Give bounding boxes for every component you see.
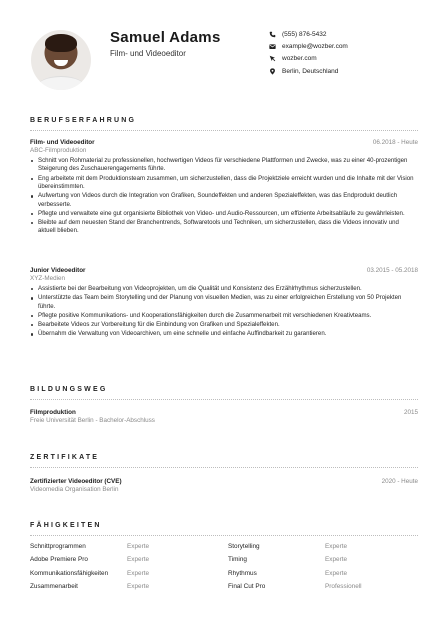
job-title: Film- und Videoeditor xyxy=(110,49,186,58)
skill-level: Experte xyxy=(325,569,348,577)
skill-name: Timing xyxy=(228,556,247,564)
skill-level: Professionell xyxy=(325,582,362,590)
list-item: Bearbeitete Videos zur Vorbereitung für die Einbindung von Grafiken und Spezialeffekten. xyxy=(30,321,418,329)
skill-name: Kommunikationsfähigkeiten xyxy=(30,569,109,577)
contact-website-text[interactable]: wozber.com xyxy=(282,55,317,63)
list-item: Bleibte auf dem neuesten Stand der Branchentrends, Softwaretools und Techniken, um sicherzustellen, dass die Videos innovativ und aktuell blieben. xyxy=(30,219,418,236)
skill-level: Experte xyxy=(325,543,348,550)
entry-date: 2020 - Heute xyxy=(381,478,418,485)
list-item: Pflegte und verwaltete eine gut organisierte Bibliothek von Video- und Audio-Ressourcen, um effiziente Arbeitsabläufe zu gewährleisten. xyxy=(30,210,418,218)
entry-title: Junior Videoeditor xyxy=(30,267,86,274)
contact-email-text[interactable]: example@wozber.com xyxy=(282,42,348,50)
skill-row xyxy=(30,543,418,556)
contact-phone-text: (555) 876-5432 xyxy=(282,30,327,38)
email-icon xyxy=(268,42,276,50)
bullet-list xyxy=(30,157,418,236)
section-divider xyxy=(30,399,418,400)
list-item: Unterstützte das Team beim Storytelling und der Planung von visuellen Medien, was zu einer erfolgreichen Erstellung von 50 Projekten führte. xyxy=(30,294,418,311)
section-divider xyxy=(30,467,418,468)
experience-section-heading xyxy=(30,117,418,124)
section-title: BILDUNGSWEG xyxy=(30,386,108,393)
list-item: Schnitt von Rohmaterial zu professionellen, hochwertigen Videos für verschiedene Plattformen und Zwecke, was zu einer 40-prozentigen Steigerung des Zuschauerengagements führte. xyxy=(30,157,418,174)
skill-name: Zusammenarbeit xyxy=(30,582,78,590)
section-title: FÄHIGKEITEN xyxy=(30,522,102,529)
entry-subtitle: Videomedia Organisation Berlin xyxy=(30,486,119,493)
skill-level: Experte xyxy=(127,543,150,550)
resume-header xyxy=(0,0,448,100)
list-item: Eng arbeitete mit dem Produktionsteam zusammen, um sicherzustellen, dass die Projektziele erreicht wurden und die Inhalte mit der Vision übereinstimmten. xyxy=(30,175,418,192)
skill-name: Schnittprogrammen xyxy=(30,543,86,550)
section-divider xyxy=(30,130,418,131)
skill-level: Experte xyxy=(127,569,150,577)
contact-phone xyxy=(268,28,438,40)
profile-photo xyxy=(31,30,91,90)
contact-list xyxy=(268,28,438,77)
list-item: Übernahm die Verwaltung von Videoarchiven, um eine schnelle und einfache Auffindbarkeit zu garantieren. xyxy=(30,330,418,338)
skill-name: Rhythmus xyxy=(228,569,257,577)
section-title: ZERTIFIKATE xyxy=(30,454,100,461)
entry-subtitle: Freie Universität Berlin - Bachelor-Abschluss xyxy=(30,417,155,424)
contact-location-text: Berlin, Deutschland xyxy=(282,67,339,75)
contact-email xyxy=(268,40,438,52)
skill-row xyxy=(30,556,418,569)
skill-level: Experte xyxy=(127,556,150,564)
entry-company: ABC-Filmproduktion xyxy=(30,147,87,154)
section-divider xyxy=(30,535,418,536)
list-item: Assistierte bei der Bearbeitung von Videoprojekten, um die Qualität und Konsistenz des Erzählrhythmus sicherzustellen. xyxy=(30,285,418,293)
location-pin-icon xyxy=(268,67,276,75)
list-item: Aufwertung von Videos durch die Integration von Grafiken, Soundeffekten und anderen Spezialeffekten, was das Endprodukt deutlich verbesserte. xyxy=(30,192,418,209)
skill-row xyxy=(30,583,418,596)
entry-title: Film- und Videoeditor xyxy=(30,139,95,146)
cursor-icon xyxy=(268,55,276,63)
entry-title: Filmproduktion xyxy=(30,409,76,416)
bullet-list xyxy=(30,285,418,339)
experience-entry xyxy=(30,139,418,237)
skill-name: Storytelling xyxy=(228,543,260,550)
contact-location xyxy=(268,65,438,77)
education-section-heading xyxy=(30,386,418,393)
person-name: Samuel Adams xyxy=(110,29,221,46)
entry-date: 03.2015 - 05.2018 xyxy=(366,267,418,274)
skill-name: Adobe Premiere Pro xyxy=(30,556,88,564)
entry-date: 06.2018 - Heute xyxy=(372,139,418,146)
section-title: BERUFSERFAHRUNG xyxy=(30,117,137,124)
skill-level: Experte xyxy=(325,556,348,564)
certificates-section-heading xyxy=(30,454,418,461)
certificate-entry xyxy=(30,478,418,493)
skill-level: Experte xyxy=(127,582,150,590)
skill-row xyxy=(30,570,418,583)
skill-name: Final Cut Pro xyxy=(228,582,266,590)
entry-title: Zertifizierter Videoeditor (CVE) xyxy=(30,478,122,485)
skills-section-heading xyxy=(30,522,418,529)
skills-grid xyxy=(30,543,418,596)
education-entry xyxy=(30,409,418,424)
contact-website xyxy=(268,53,438,65)
list-item: Pflegte positive Kommunikations- und Kooperationsfähigkeiten durch die Zusammenarbeit mit verschiedenen Kreativteams. xyxy=(30,312,418,320)
entry-date: 2015 xyxy=(403,409,418,416)
phone-icon xyxy=(268,30,276,38)
entry-company: XYZ-Medien xyxy=(30,275,65,282)
experience-entry xyxy=(30,267,418,339)
